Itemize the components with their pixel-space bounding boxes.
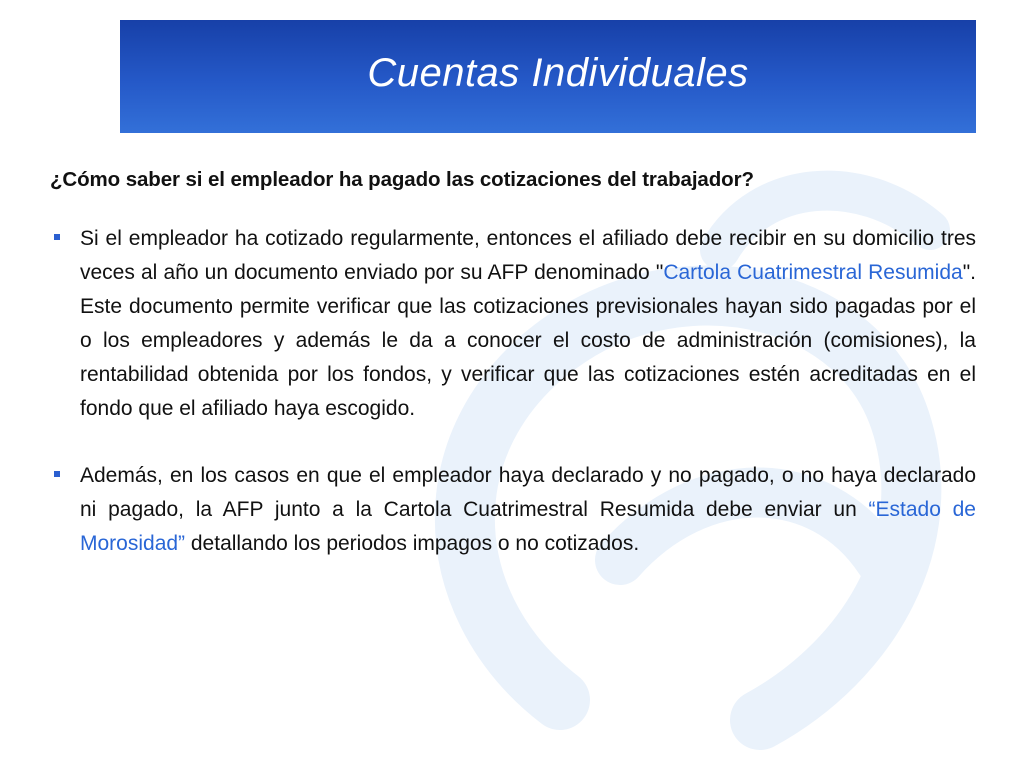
square-bullet-icon <box>54 234 60 240</box>
highlight-cartola-link: Cartola Cuatrimestral Resumida <box>663 261 963 284</box>
bullet-text <box>80 459 976 561</box>
slide-content <box>50 168 976 594</box>
square-bullet-icon <box>54 471 60 477</box>
bullet-item <box>50 222 976 426</box>
slide-title: Cuentas Individuales <box>367 51 749 95</box>
bullet-item <box>50 459 976 561</box>
bullet-text-part: ". Este documento permite verificar que las cotizaciones previsionales hayan sido pagadas por el o los empleadores y además le da a conocer el costo de administración (comisiones), la rentabilidad obtenida por los fondos, y verificar que las cotizaciones estén acreditadas en el fondo que el afiliado haya escogido. <box>80 261 976 420</box>
bullet-text-part: Si el empleador ha cotizado regularmente, entonces el afiliado debe recibir en su domicilio tres veces al año un documento enviado por su AFP denominado " <box>80 227 976 284</box>
bullet-text <box>80 222 976 426</box>
bullet-text-part: Además, en los casos en que el empleador haya declarado y no pagado, o no haya declarado ni pagado, la AFP junto a la Cartola Cuatrimestral Resumida debe enviar un <box>80 464 976 521</box>
bullet-text-part: detallando los periodos impagos o no cotizados. <box>185 532 640 555</box>
highlight-morosidad-link: “Estado de Morosidad” <box>80 498 976 555</box>
title-banner <box>120 20 976 133</box>
question-heading: ¿Cómo saber si el empleador ha pagado las cotizaciones del trabajador? <box>50 168 754 191</box>
